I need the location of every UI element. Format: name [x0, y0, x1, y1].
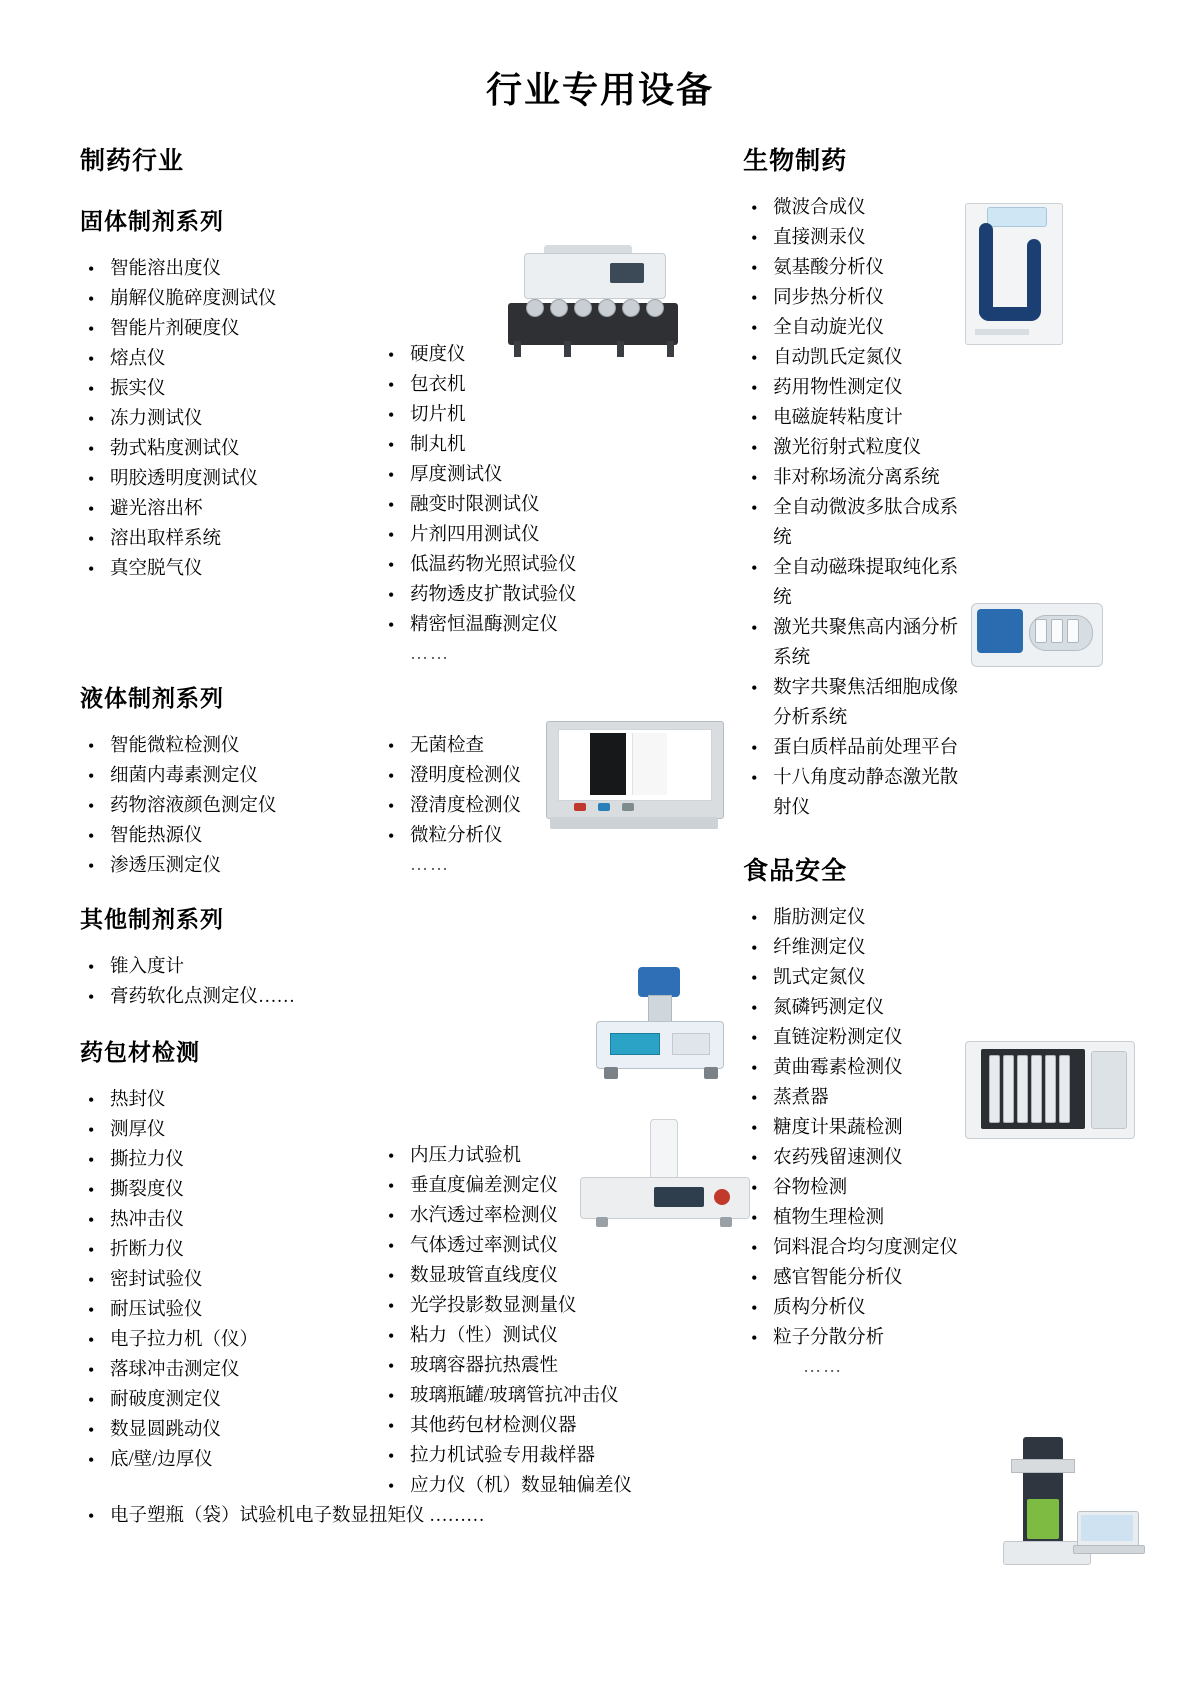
- list-item: • 十八角度动静态激光散射仪: [743, 763, 963, 823]
- page-title: 行业专用设备: [485, 70, 714, 110]
- list-item: • 粘力（性）测试仪: [380, 1321, 680, 1351]
- list-item: • 数显玻管直线度仪: [380, 1261, 680, 1291]
- list-item: • 药物透皮扩散试验仪: [380, 580, 680, 610]
- bio-list: [743, 193, 1120, 823]
- list-item: • 质构分析仪: [743, 1293, 1120, 1323]
- packaging-list-col2: [380, 1141, 680, 1501]
- content-columns: [0, 141, 1200, 1531]
- list-item: • 脂肪测定仪: [743, 903, 1120, 933]
- subsection-heading-solid: 固体制剂系列: [80, 209, 224, 234]
- left-column: [80, 141, 683, 1531]
- list-item: • 感官智能分析仪: [743, 1263, 1120, 1293]
- list-item: • 智能热源仪: [80, 821, 380, 851]
- list-item: • 硬度仪: [380, 340, 680, 370]
- list-item: • 数字共聚焦活细胞成像分析系统: [743, 673, 963, 733]
- list-item: • 激光共聚焦高内涵分析系统: [743, 613, 963, 673]
- list-item: • 气体透过率测试仪: [380, 1231, 680, 1261]
- section-heading-pharma: 制药行业: [80, 148, 185, 175]
- list-item: • 全自动微波多肽合成系统: [743, 493, 963, 553]
- food-list-more: ……: [803, 1356, 844, 1376]
- list-item: • 撕裂度仪: [80, 1175, 380, 1205]
- liquid-list-col2-more: ……: [410, 854, 450, 874]
- subsection-heading-liquid: 液体制剂系列: [80, 686, 224, 711]
- list-item: • 数显圆跳动仪: [80, 1415, 380, 1445]
- packaging-lists: [80, 1085, 683, 1501]
- list-item: • 电子拉力机（仪）: [80, 1325, 380, 1355]
- list-item: • 自动凯氏定氮仪: [743, 343, 1120, 373]
- list-item: • 凯式定氮仪: [743, 963, 1120, 993]
- list-item: • 底/壁/边厚仪: [80, 1445, 380, 1475]
- list-item: • 垂直度偏差测定仪: [380, 1171, 680, 1201]
- list-item: • 氮磷钙测定仪: [743, 993, 1120, 1023]
- list-item: • 溶出取样系统: [80, 524, 380, 554]
- list-item: • 全自动磁珠提取纯化系统: [743, 553, 963, 613]
- list-item: • 饲料混合均匀度测定仪: [743, 1233, 963, 1263]
- list-item: • 崩解仪脆碎度测试仪: [80, 284, 380, 314]
- list-item: • 厚度测试仪: [380, 460, 680, 490]
- list-item: • 蛋白质样品前处理平台: [743, 733, 963, 763]
- list-item: • 其他药包材检测仪器: [380, 1411, 680, 1441]
- list-item: • 药用物性测定仪: [743, 373, 1120, 403]
- liquid-list-col2: [380, 731, 680, 851]
- section-heading-bio: 生物制药: [743, 148, 848, 175]
- list-item: • 澄清度检测仪: [380, 791, 680, 821]
- list-item: • 耐破度测定仪: [80, 1385, 380, 1415]
- list-item: • 玻璃瓶罐/玻璃管抗冲击仪: [380, 1381, 680, 1411]
- list-item: • 电磁旋转粘度计: [743, 403, 1120, 433]
- right-column: [743, 141, 1120, 1531]
- list-item: • 澄明度检测仪: [380, 761, 680, 791]
- liquid-list-col1: [80, 731, 380, 881]
- list-item: • 振实仪: [80, 374, 380, 404]
- list-item: • 光学投影数显测量仪: [380, 1291, 680, 1321]
- list-item: • 纤维测定仪: [743, 933, 1120, 963]
- list-item: • 落球冲击测定仪: [80, 1355, 380, 1385]
- list-item: • 应力仪（机）数显轴偏差仪: [380, 1471, 680, 1501]
- solid-list-col1: [80, 254, 380, 584]
- list-item: • 耐压试验仪: [80, 1295, 380, 1325]
- list-item: • 融变时限测试仪: [380, 490, 680, 520]
- list-item: • 直接测汞仪: [743, 223, 1120, 253]
- list-item: • 明胶透明度测试仪: [80, 464, 380, 494]
- list-item: • 低温药物光照试验仪: [380, 550, 680, 580]
- list-item: • 水汽透过率检测仪: [380, 1201, 680, 1231]
- list-item: • 粒子分散分析: [743, 1323, 1120, 1353]
- packaging-list-tail: [80, 1501, 683, 1531]
- liquid-series-lists: [80, 731, 683, 881]
- solid-list-col2-more: ……: [410, 643, 450, 663]
- list-item: • 直链淀粉测定仪: [743, 1023, 1120, 1053]
- list-item: • 拉力机试验专用裁样器: [380, 1441, 680, 1471]
- list-item: • 内压力试验机: [380, 1141, 680, 1171]
- list-item: • 蒸煮器: [743, 1083, 1120, 1113]
- list-item: • 片剂四用测试仪: [380, 520, 680, 550]
- packaging-list-col1: [80, 1085, 380, 1475]
- list-item: • 同步热分析仪: [743, 283, 1120, 313]
- list-item: • 电子塑瓶（袋）试验机电子数显扭矩仪 ………: [80, 1501, 683, 1531]
- list-item: • 谷物检测: [743, 1173, 1120, 1203]
- list-item: • 切片机: [380, 400, 680, 430]
- list-item: • 植物生理检测: [743, 1203, 1120, 1233]
- list-item: • 测厚仪: [80, 1115, 380, 1145]
- list-item: • 避光溶出杯: [80, 494, 380, 524]
- list-item: • 密封试验仪: [80, 1265, 380, 1295]
- texture-analyzer-photo: [993, 1437, 1143, 1569]
- subsection-heading-packaging: 药包材检测: [80, 1040, 200, 1065]
- list-item: • 热冲击仪: [80, 1205, 380, 1235]
- list-item: • 勃式粘度测试仪: [80, 434, 380, 464]
- list-item: • 真空脱气仪: [80, 554, 380, 584]
- list-item: • 非对称场流分离系统: [743, 463, 963, 493]
- list-item: • 折断力仪: [80, 1235, 380, 1265]
- list-item: • 精密恒温酶测定仪: [380, 610, 680, 640]
- list-item: • 热封仪: [80, 1085, 380, 1115]
- list-item: • 渗透压测定仪: [80, 851, 380, 881]
- list-item: • 氨基酸分析仪: [743, 253, 1120, 283]
- solid-list-col2: [380, 340, 680, 640]
- list-item: • 微波合成仪: [743, 193, 1120, 223]
- list-item: • 智能溶出度仪: [80, 254, 380, 284]
- food-list: [743, 903, 1120, 1353]
- list-item: • 智能微粒检测仪: [80, 731, 380, 761]
- list-item: • 撕拉力仪: [80, 1145, 380, 1175]
- list-item: • 智能片剂硬度仪: [80, 314, 380, 344]
- list-item: • 农药残留速测仪: [743, 1143, 1120, 1173]
- list-item: • 锥入度计: [80, 952, 683, 982]
- section-heading-food: 食品安全: [743, 858, 848, 885]
- list-item: • 黄曲霉素检测仪: [743, 1053, 1120, 1083]
- list-item: • 冻力测试仪: [80, 404, 380, 434]
- other-series-list: [80, 952, 683, 1012]
- list-item: • 熔点仪: [80, 344, 380, 374]
- list-item: • 全自动旋光仪: [743, 313, 1120, 343]
- peptide-synthesizer-photo: [971, 585, 1101, 681]
- list-item: • 细菌内毒素测定仪: [80, 761, 380, 791]
- subsection-heading-other: 其他制剂系列: [80, 907, 224, 932]
- list-item: • 无菌检查: [380, 731, 680, 761]
- list-item: • 制丸机: [380, 430, 680, 460]
- list-item: • 玻璃容器抗热震性: [380, 1351, 680, 1381]
- list-item: • 激光衍射式粒度仪: [743, 433, 1120, 463]
- list-item: • 药物溶液颜色测定仪: [80, 791, 380, 821]
- list-item: • 膏药软化点测定仪……: [80, 982, 683, 1012]
- list-item: • 微粒分析仪: [380, 821, 680, 851]
- list-item: • 包衣机: [380, 370, 680, 400]
- list-item: • 糖度计果蔬检测: [743, 1113, 1120, 1143]
